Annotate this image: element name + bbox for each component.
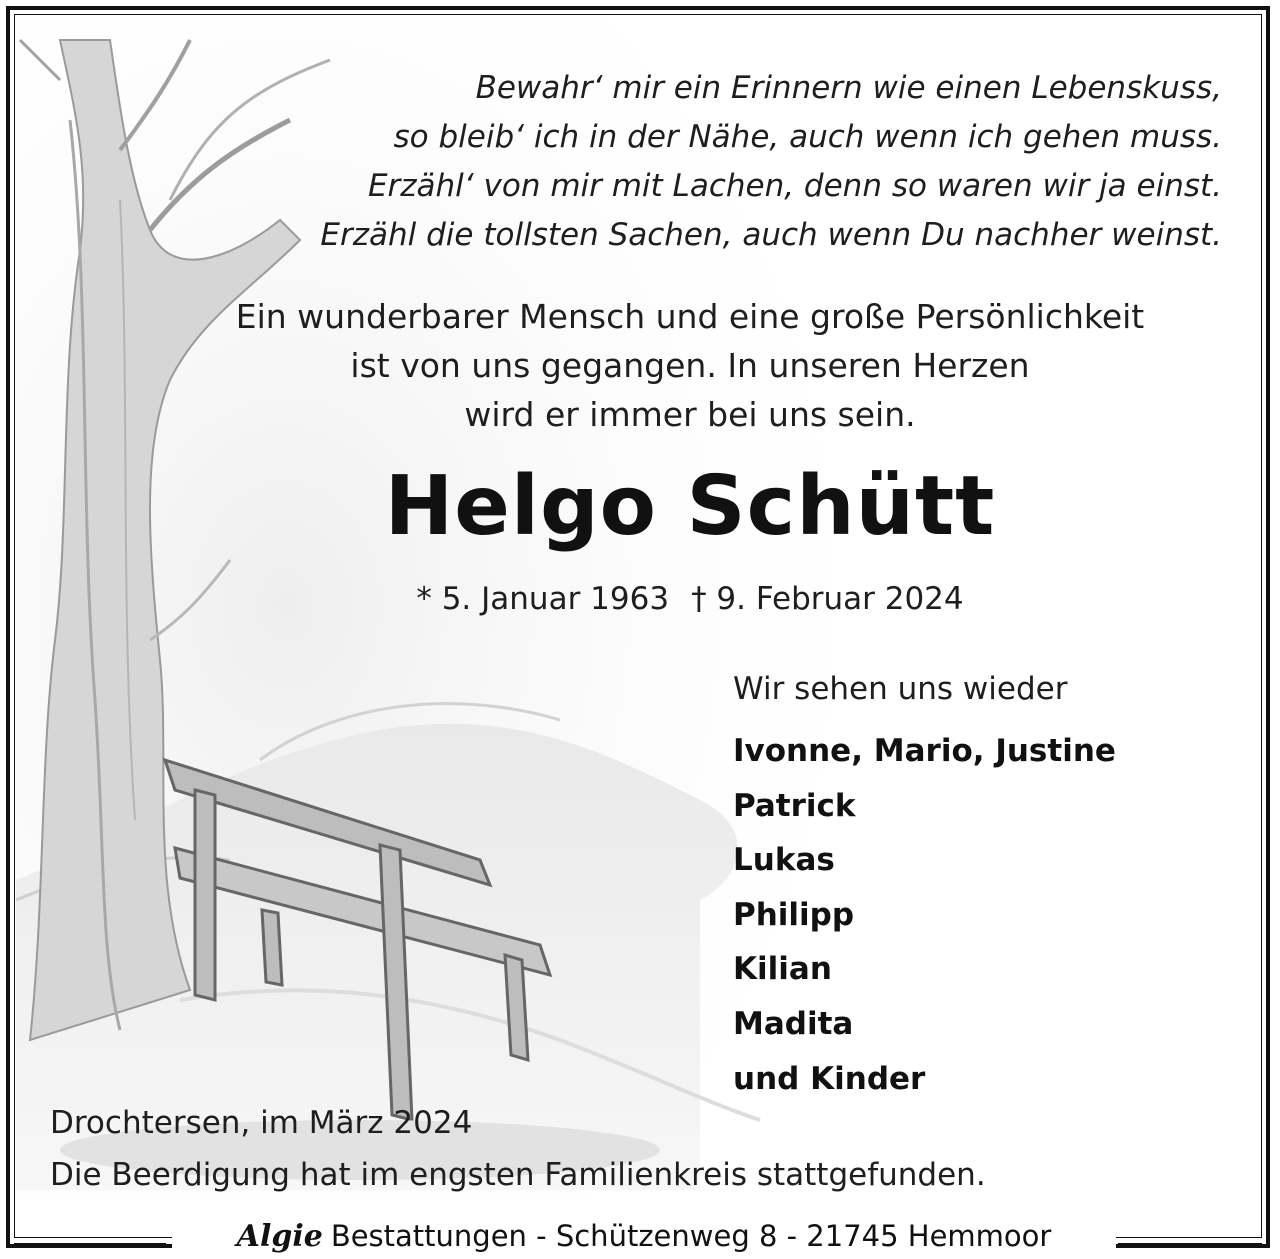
footer-rule-right (1118, 1237, 1262, 1244)
funeral-note: Die Beerdigung hat im engsten Familienkreis stattgefunden. (50, 1157, 986, 1193)
life-dates (140, 577, 1240, 621)
poem-line: Erzähl‘ von mir mit Lachen, denn so waren wir ja einst. (367, 168, 1222, 204)
poem-line: Bewahr‘ mir ein Erinnern wie einen Lebenskuss, (475, 70, 1222, 106)
mourner-name: Philipp (733, 896, 855, 933)
mourner-name: Ivonne, Mario, Justine (733, 733, 1116, 769)
tribute-text (140, 292, 1240, 439)
birth-date: * 5. Januar 1963 (416, 581, 670, 617)
mourner-name: Kilian (733, 951, 832, 988)
mourners-block (733, 666, 1253, 1106)
poem (122, 64, 1222, 260)
mourner-name: Patrick (733, 787, 856, 824)
poem-line: Erzähl die tollsten Sachen, auch wenn Du nachher weinst. (320, 217, 1222, 253)
footer-text (172, 1216, 1116, 1257)
footer-rule-left (14, 1237, 166, 1244)
death-date: † 9. Februar 2024 (691, 581, 964, 617)
funeral-home-logo: Algie (236, 1219, 323, 1254)
mourner-name: Lukas (733, 842, 835, 879)
tribute-line: Ein wunderbarer Mensch und eine große Persönlichkeit (235, 297, 1145, 336)
deceased-name: Helgo Schütt (384, 459, 996, 554)
poem-line: so bleib‘ ich in der Nähe, auch wenn ich gehen muss. (393, 119, 1222, 155)
tribute-line: ist von uns gegangen. In unseren Herzen (350, 346, 1030, 385)
funeral-home-footer (0, 1212, 1280, 1258)
funeral-home-address: Bestattungen - Schützenweg 8 - 21745 Hemmoor (330, 1219, 1052, 1253)
mourners-motto: Wir sehen uns wieder (733, 671, 1068, 707)
mourner-name: Madita (733, 1005, 854, 1042)
tribute-line: wird er immer bei uns sein. (464, 395, 916, 434)
mourner-name: und Kinder (733, 1060, 926, 1097)
place-and-date: Drochtersen, im März 2024 (50, 1105, 473, 1141)
